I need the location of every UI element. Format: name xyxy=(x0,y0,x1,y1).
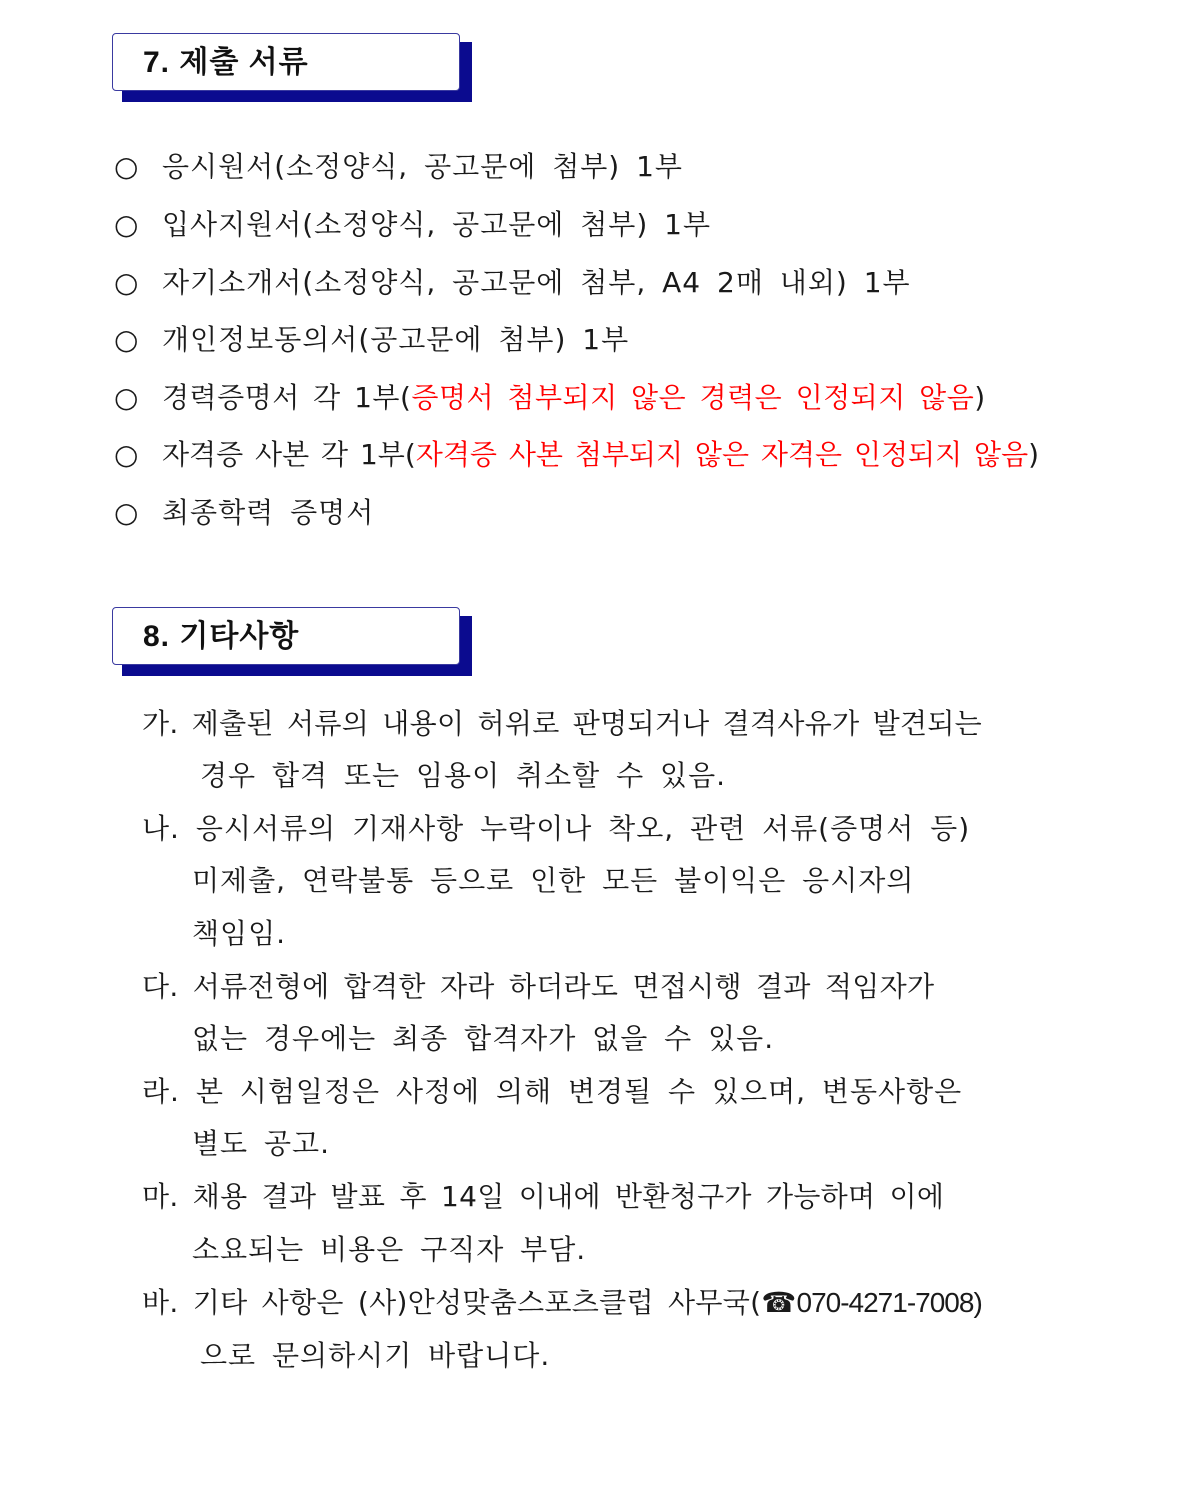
list-item xyxy=(114,378,986,418)
list-item-text: 개인정보동의서(공고문에 첨부) 1부 xyxy=(162,323,630,356)
list-item-text: 최종학력 증명서 xyxy=(162,496,375,529)
circle-bullet-icon: ○ xyxy=(114,208,140,241)
phone-number: 070-4271-7008 xyxy=(796,1287,974,1318)
item-continuation: 책임임. xyxy=(192,917,287,950)
circle-bullet-icon: ○ xyxy=(114,266,140,299)
circle-bullet-icon: ○ xyxy=(114,323,140,356)
item-marker: 바. xyxy=(142,1286,179,1319)
circle-bullet-icon: ○ xyxy=(114,438,139,471)
list-item xyxy=(114,435,1039,475)
item-text: 본 시험일정은 사정에 의해 변경될 수 있으며, 변동사항은 xyxy=(195,1075,963,1108)
item-continuation: 미제출, 연락불통 등으로 인한 모든 불이익은 응시자의 xyxy=(192,864,915,897)
section-8-heading xyxy=(112,607,462,667)
section-8-title: 8. 기타사항 xyxy=(143,620,300,653)
item-text: 제출된 서류의 내용이 허위로 판명되거나 결격사유가 발견되는 xyxy=(191,707,983,740)
item-continuation: 으로 문의하시기 바랍니다. xyxy=(200,1339,551,1372)
circle-bullet-icon: ○ xyxy=(114,150,140,183)
list-item xyxy=(114,320,629,360)
item-marker: 마. xyxy=(142,1180,179,1213)
section-7-heading xyxy=(112,33,462,93)
warning-note: 증명서 첨부되지 않은 경력은 인정되지 않음 xyxy=(411,381,975,414)
item-text: 채용 결과 발표 후 14일 이내에 반환청구가 가능하며 이에 xyxy=(192,1180,945,1213)
list-item xyxy=(142,809,970,849)
list-item xyxy=(142,967,934,1007)
heading-box xyxy=(112,607,460,665)
item-marker: 나. xyxy=(142,812,180,845)
list-item-text: 응시원서(소정양식, 공고문에 첨부) 1부 xyxy=(162,150,683,183)
list-item-text: 자기소개서(소정양식, 공고문에 첨부, A4 2매 내외) 1부 xyxy=(162,266,911,299)
item-continuation: 소요되는 비용은 구직자 부담. xyxy=(192,1233,587,1266)
list-item xyxy=(142,1177,944,1217)
item-continuation: 경우 합격 또는 임용이 취소할 수 있음. xyxy=(200,759,727,792)
list-item xyxy=(142,1072,962,1112)
list-item-text: 경력증명서 각 1부( xyxy=(162,381,412,414)
list-item xyxy=(114,205,711,245)
warning-note: 자격증 사본 첨부되지 않은 자격은 인정되지 않음 xyxy=(415,438,1029,471)
section-7-title: 7. 제출 서류 xyxy=(143,46,309,79)
item-text: 기타 사항은 (사)안성맞춤스포츠클럽 사무국( xyxy=(192,1286,762,1319)
item-marker: 가. xyxy=(142,707,179,740)
item-text: 응시서류의 기재사항 누락이나 착오, 관련 서류(증명서 등) xyxy=(195,812,971,845)
item-text: 서류전형에 합격한 자라 하더라도 면접시행 결과 적임자가 xyxy=(192,970,935,1003)
heading-box xyxy=(112,33,460,91)
item-marker: 라. xyxy=(142,1075,180,1108)
phone-close: ) xyxy=(973,1287,982,1318)
list-item xyxy=(114,493,374,533)
list-item-close: ) xyxy=(1028,438,1040,471)
list-item xyxy=(142,1283,982,1323)
item-marker: 다. xyxy=(142,970,179,1003)
list-item-text: 입사지원서(소정양식, 공고문에 첨부) 1부 xyxy=(162,208,712,241)
list-item-close: ) xyxy=(974,381,986,414)
list-item-text: 자격증 사본 각 1부( xyxy=(162,438,416,471)
list-item xyxy=(114,263,911,303)
item-continuation: 별도 공고. xyxy=(192,1127,330,1160)
circle-bullet-icon: ○ xyxy=(114,381,139,414)
phone-icon: ☎ xyxy=(761,1286,797,1319)
item-continuation: 없는 경우에는 최종 합격자가 없을 수 있음. xyxy=(192,1022,775,1055)
circle-bullet-icon: ○ xyxy=(114,496,140,529)
list-item xyxy=(142,704,982,744)
list-item xyxy=(114,147,683,187)
